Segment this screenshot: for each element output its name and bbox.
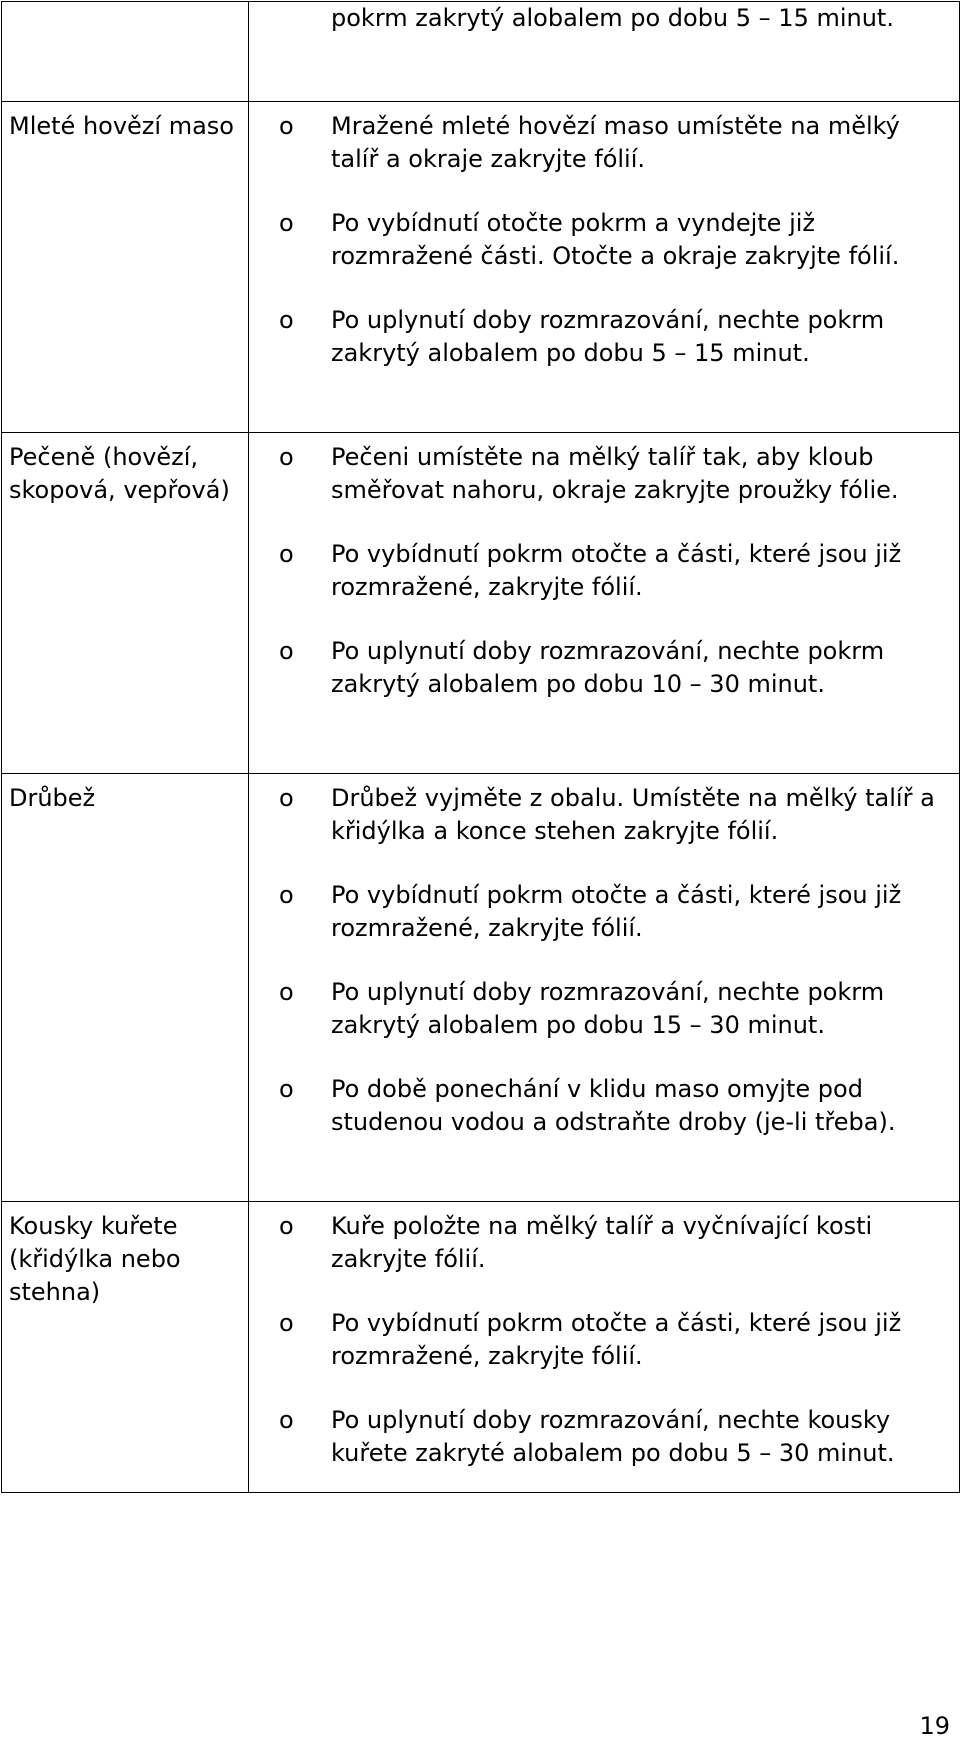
- bullet-marker: o: [279, 443, 294, 471]
- bullet-marker: o: [279, 881, 294, 909]
- instruction-text: Drůbež vyjměte z obalu. Umístěte na mělký talíř a křidýlka a konce stehen zakryjte fólií.: [331, 784, 935, 845]
- food-type-label: Kousky kuřete (křidýlka nebo stehna): [9, 1212, 181, 1306]
- bullet-marker: o: [279, 637, 294, 665]
- instructions-cell: [249, 102, 960, 433]
- instruction-step: [249, 538, 959, 604]
- instruction-step: [249, 304, 959, 370]
- instruction-text: Po vybídnutí otočte pokrm a vyndejte již rozmražené části. Otočte a okraje zakryjte fólií.: [331, 209, 900, 270]
- instruction-step: [249, 635, 959, 701]
- food-type-cell: [2, 774, 249, 1202]
- bullet-marker: o: [279, 978, 294, 1006]
- instruction-text: Mražené mleté hovězí maso umístěte na mělký talíř a okraje zakryjte fólií.: [331, 112, 900, 173]
- food-type-cell: [2, 1202, 249, 1493]
- instruction-text: pokrm zakrytý alobalem po dobu 5 – 15 minut.: [331, 4, 894, 32]
- food-type-label: Pečeně (hovězí, skopová, vepřová): [9, 443, 230, 504]
- instruction-text: Po vybídnutí pokrm otočte a části, které jsou již rozmražené, zakryjte fólií.: [331, 881, 902, 942]
- food-type-label: [2, 2, 248, 15]
- instructions-cell: [249, 433, 960, 774]
- instruction-step: [249, 1073, 959, 1139]
- bullet-marker: o: [279, 209, 294, 237]
- instruction-text: Po vybídnutí pokrm otočte a části, které jsou již rozmražené, zakryjte fólií.: [331, 1309, 902, 1370]
- instruction-step: [249, 1307, 959, 1373]
- instruction-step: [249, 879, 959, 945]
- instruction-step: [249, 207, 959, 273]
- food-type-cell: [2, 102, 249, 433]
- bullet-marker: o: [279, 1309, 294, 1337]
- page-number: 19: [919, 1712, 950, 1740]
- instruction-step: [249, 782, 959, 848]
- instruction-step: [249, 1404, 959, 1470]
- instruction-step: [249, 2, 959, 35]
- bullet-marker: o: [279, 1212, 294, 1240]
- bullet-marker: o: [279, 540, 294, 568]
- food-type-label: Mleté hovězí maso: [9, 112, 234, 140]
- bullet-marker: o: [279, 112, 294, 140]
- instruction-text: Po uplynutí doby rozmrazování, nechte pokrm zakrytý alobalem po dobu 10 – 30 minut.: [331, 637, 885, 698]
- instruction-text: Pečeni umístěte na mělký talíř tak, aby kloub směřovat nahoru, okraje zakryjte proužky fólie.: [331, 443, 899, 504]
- instruction-text: Po uplynutí doby rozmrazování, nechte pokrm zakrytý alobalem po dobu 5 – 15 minut.: [331, 306, 885, 367]
- instruction-step: [249, 1210, 959, 1276]
- bullet-marker: o: [279, 1075, 294, 1103]
- instruction-text: Po uplynutí doby rozmrazování, nechte pokrm zakrytý alobalem po dobu 15 – 30 minut.: [331, 978, 885, 1039]
- instructions-cell: [249, 1202, 960, 1493]
- food-type-cell: [2, 2, 249, 102]
- bullet-marker: o: [279, 1406, 294, 1434]
- instructions-cell: [249, 774, 960, 1202]
- instruction-step: [249, 976, 959, 1042]
- table-row: [2, 433, 960, 774]
- instruction-text: Po vybídnutí pokrm otočte a části, které jsou již rozmražené, zakryjte fólií.: [331, 540, 902, 601]
- bullet-marker: o: [279, 306, 294, 334]
- instruction-text: Kuře položte na mělký talíř a vyčnívající kosti zakryjte fólií.: [331, 1212, 873, 1273]
- food-type-cell: [2, 433, 249, 774]
- table-row: [2, 1202, 960, 1493]
- bullet-marker: o: [279, 784, 294, 812]
- table-row: [2, 102, 960, 433]
- instruction-text: Po uplynutí doby rozmrazování, nechte kousky kuřete zakryté alobalem po dobu 5 – 30 minut.: [331, 1406, 895, 1467]
- instruction-step: [249, 110, 959, 176]
- instruction-text: Po době ponechání v klidu maso omyjte pod studenou vodou a odstraňte droby (je-li třeba).: [331, 1075, 896, 1136]
- table-row: [2, 774, 960, 1202]
- defrost-instructions-table: [1, 1, 960, 1493]
- instruction-step: [249, 441, 959, 507]
- instructions-cell: [249, 2, 960, 102]
- food-type-label: Drůbež: [9, 784, 96, 812]
- table-row: [2, 2, 960, 102]
